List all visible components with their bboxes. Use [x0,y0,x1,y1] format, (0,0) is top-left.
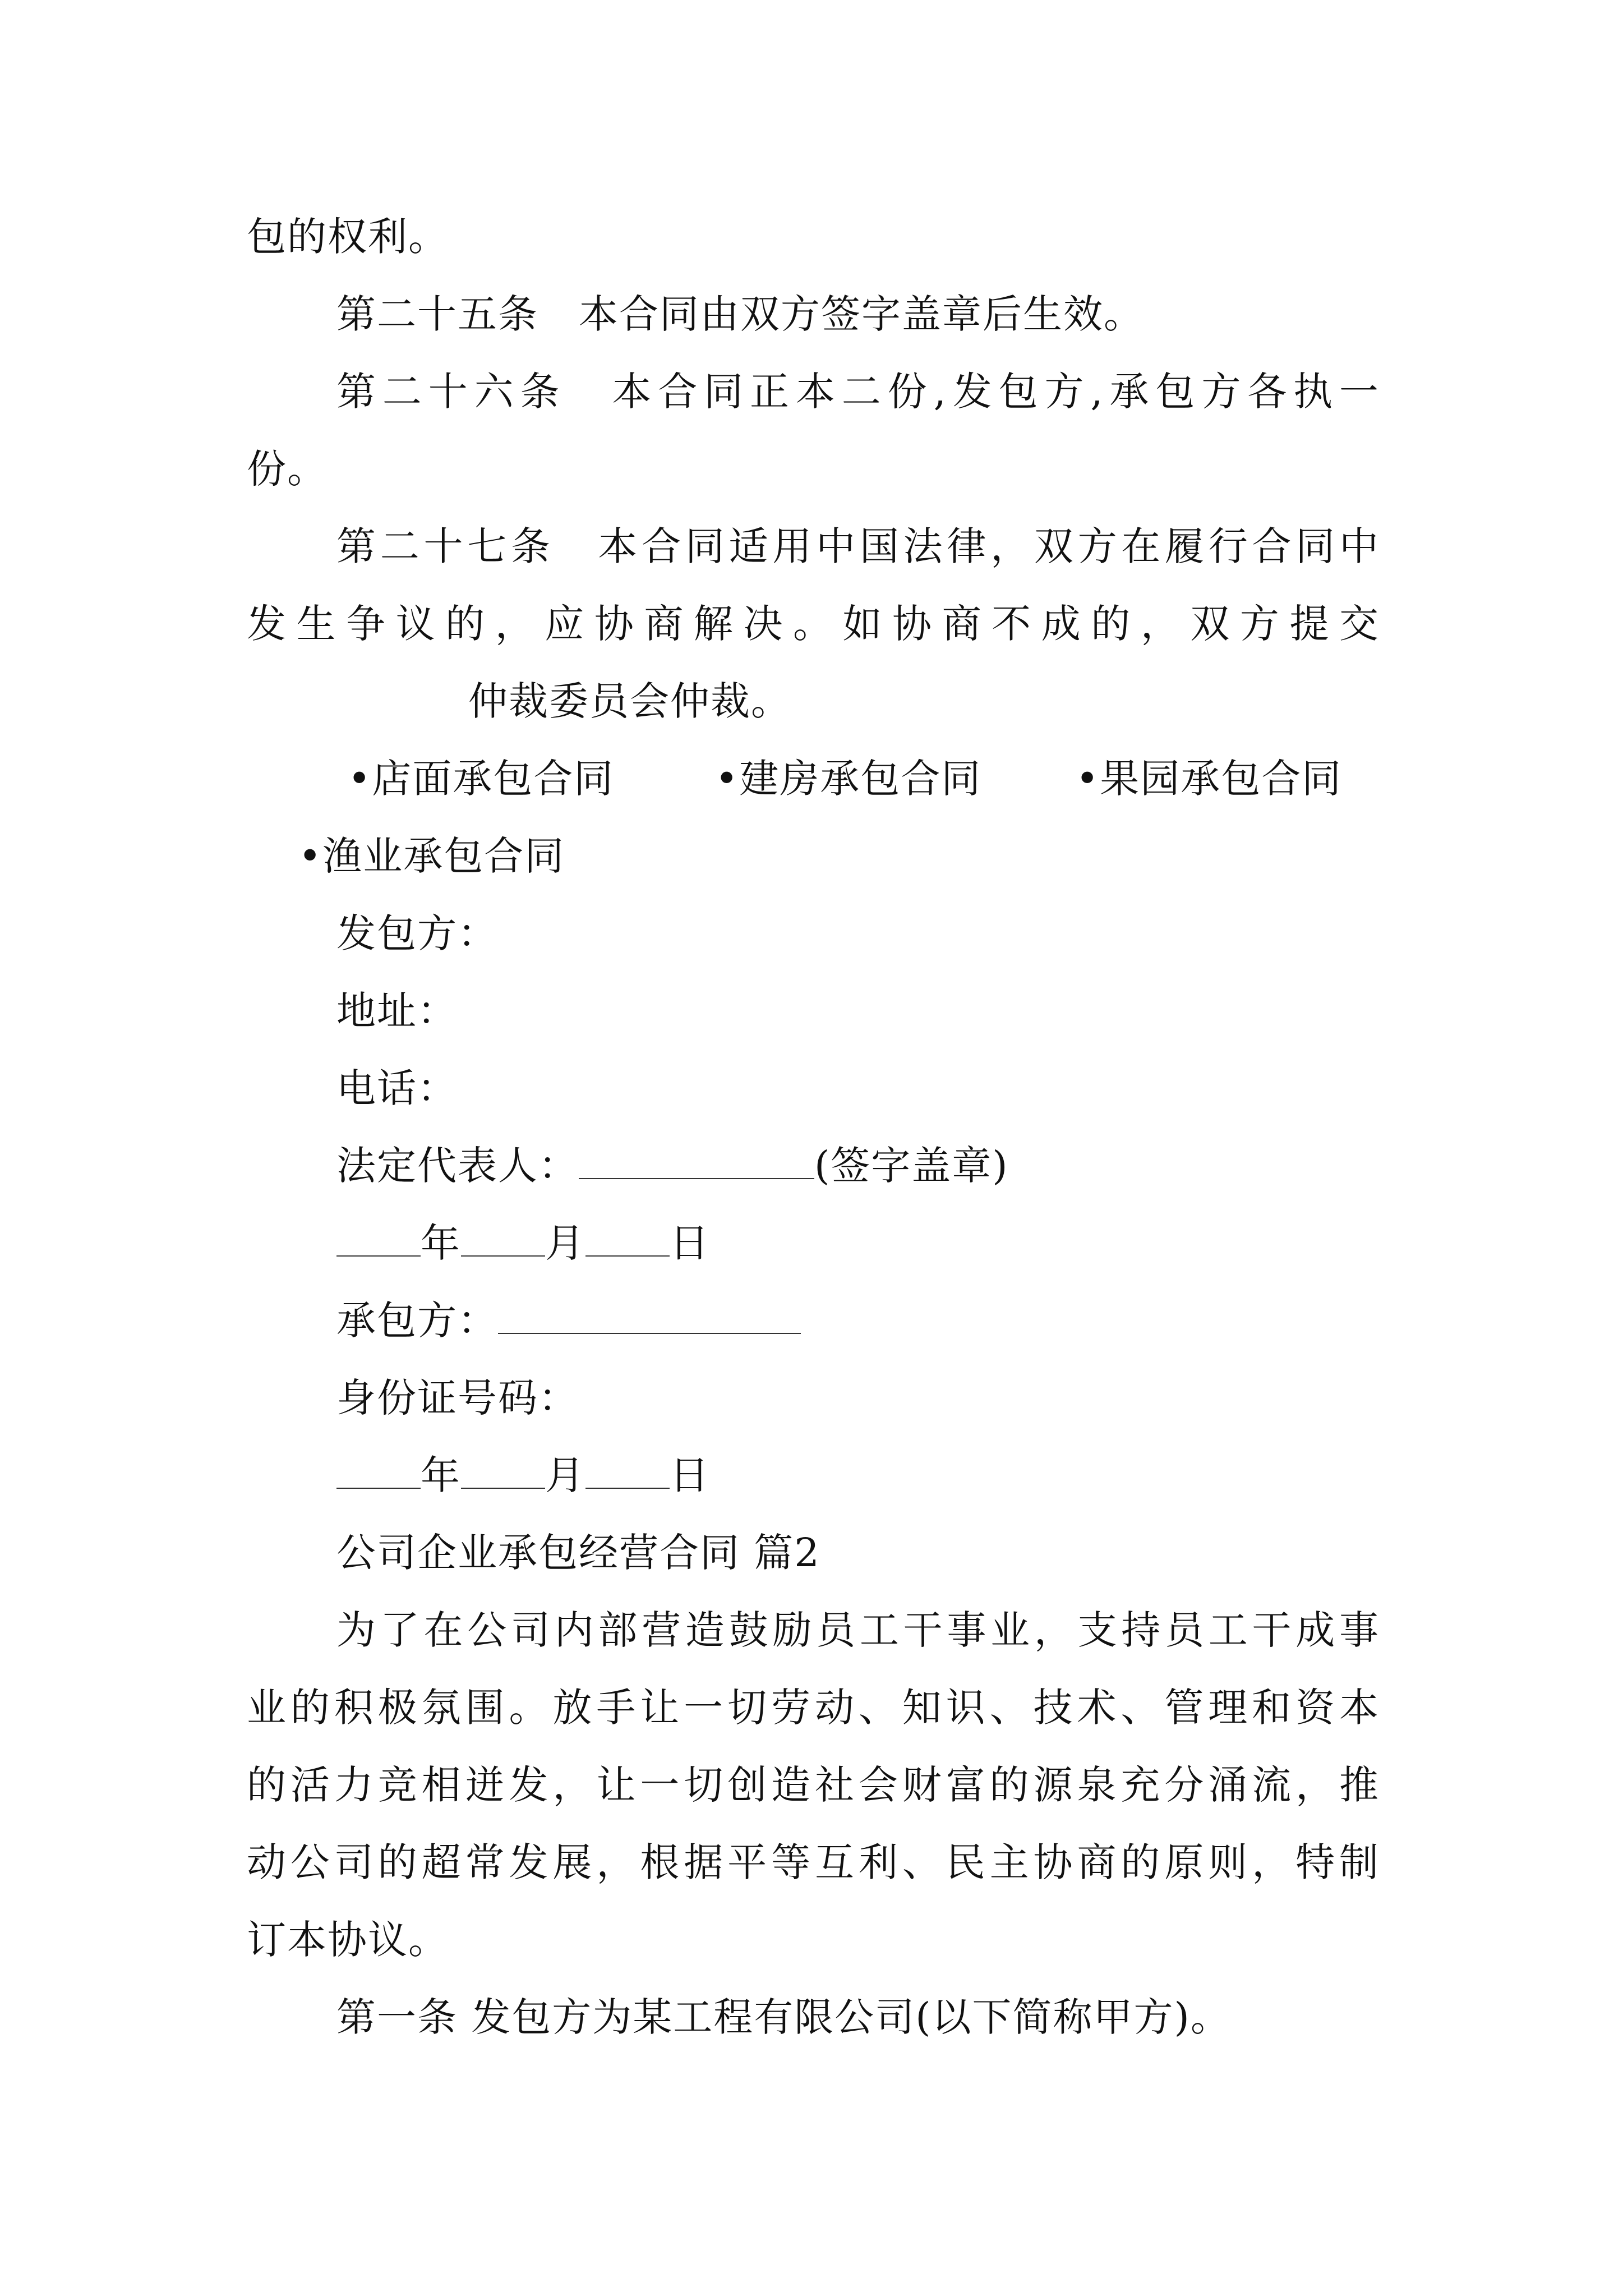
month-label: 月 [545,1220,585,1266]
field-chengbaofang [336,1292,801,1349]
paragraph-line: 业的积极氛围。放手让一切劳动、知识、技术、管理和资本 [247,1685,1380,1731]
related-link-shop[interactable]: •店面承包合同 [348,756,615,802]
text-line: 仲裁委员会仲裁。 [468,678,791,724]
year-blank [336,1448,421,1489]
field-legal-rep [336,1138,1009,1194]
related-link-orchard[interactable]: •果园承包合同 [1076,756,1343,802]
legal-rep-blank [579,1139,814,1179]
paragraph-line: 为了在公司内部营造鼓励员工干事业，支持员工干成事 [336,1607,1380,1653]
related-link-fishery[interactable]: •渔业承包合同 [298,833,565,879]
text-line: 包的权利。 [247,214,449,260]
article-27: 第二十七条 本合同适用中国法律，双方在履行合同中 [336,523,1380,569]
field-address-label: 地址： [336,988,458,1034]
field-id-number-label: 身份证号码： [336,1375,579,1421]
legal-rep-label: 法定代表人： [336,1143,579,1189]
text-line: 份。 [247,446,328,492]
paragraph-line: 的活力竞相迸发，让一切创造社会财富的源泉充分涌流，推 [247,1762,1380,1808]
chengbaofang-label: 承包方： [336,1297,498,1343]
day-label: 日 [670,1220,710,1266]
field-phone-label: 电话： [336,1065,458,1111]
month-blank [461,1216,545,1257]
day-blank [585,1448,670,1489]
year-label: 年 [421,1452,461,1498]
date-line-1 [336,1215,710,1271]
day-blank [585,1216,670,1257]
related-link-building[interactable]: •建房承包合同 [715,756,982,802]
year-label: 年 [421,1220,461,1266]
section-title: 公司企业承包经营合同 篇2 [336,1530,820,1576]
paragraph-line: 订本协议。 [247,1917,449,1963]
month-blank [461,1448,545,1489]
field-fabaofang-label: 发包方： [336,910,498,956]
chengbaofang-blank [498,1294,801,1334]
sign-stamp-label: (签字盖章) [814,1143,1009,1189]
text-line: 发生争议的，应协商解决。如协商不成的，双方提交 [247,601,1380,647]
article-25: 第二十五条 本合同由双方签字盖章后生效。 [336,291,1144,337]
paragraph-line: 动公司的超常发展，根据平等互利、民主协商的原则，特制 [247,1839,1380,1885]
month-label: 月 [545,1452,585,1498]
article-26: 第二十六条 本合同正本二份,发包方,承包方各执一 [336,369,1380,415]
year-blank [336,1216,421,1257]
day-label: 日 [670,1452,710,1498]
article-1: 第一条 发包方为某工程有限公司(以下简称甲方)。 [336,1994,1231,2040]
date-line-2 [336,1447,710,1503]
